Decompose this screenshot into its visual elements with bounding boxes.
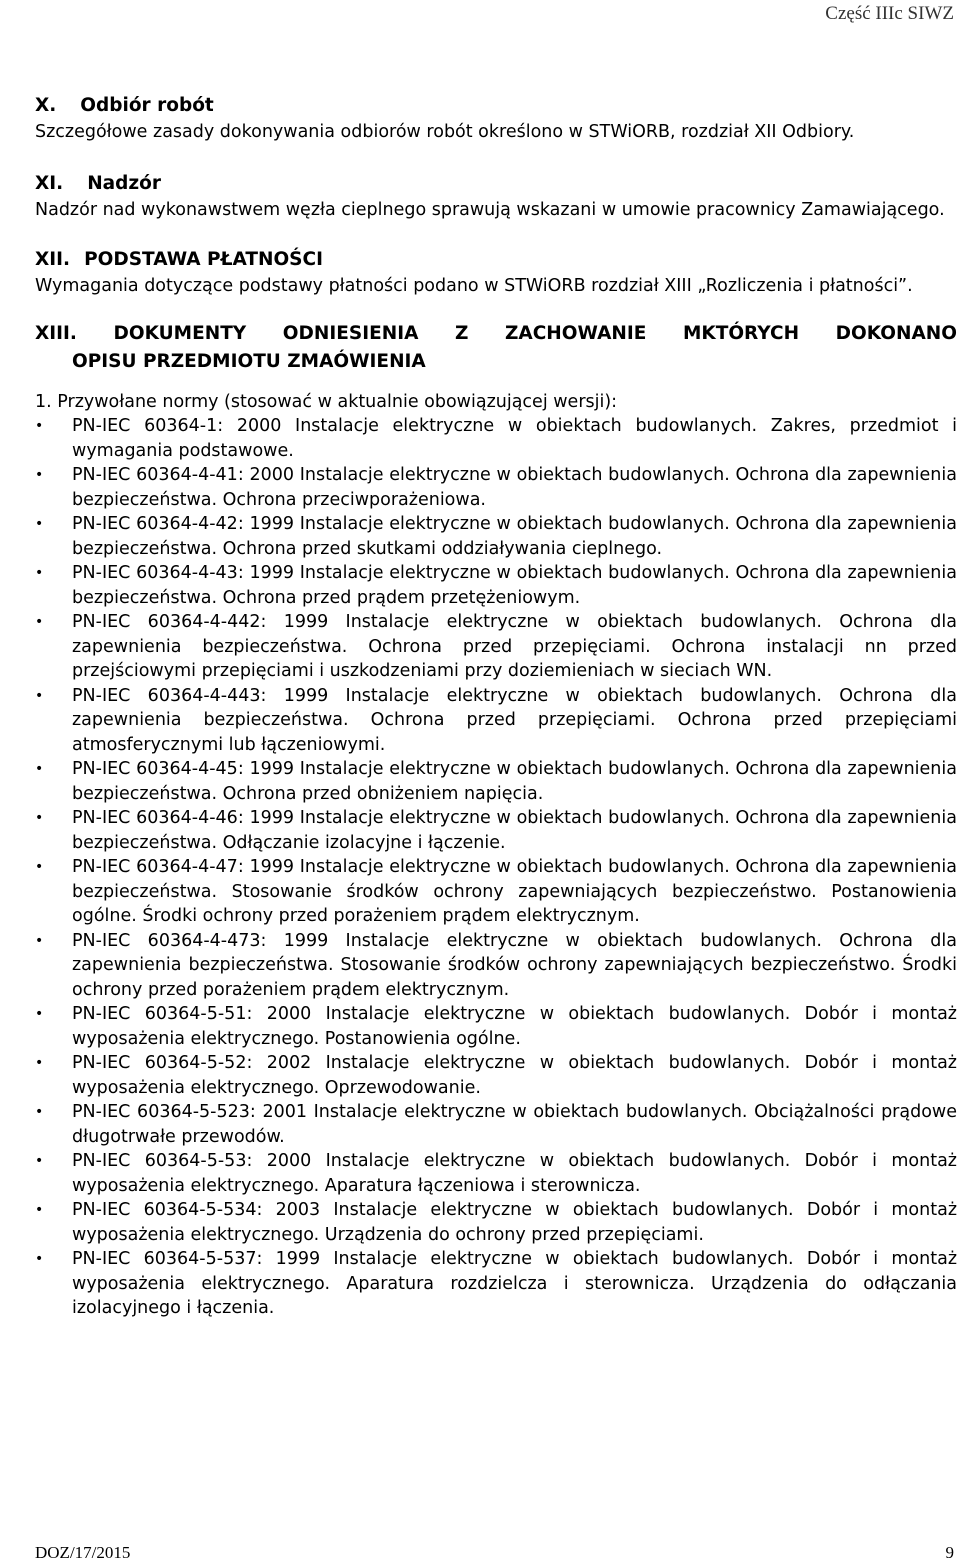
norm-text: PN-IEC 60364-1: 2000 Instalacje elektryczne w obiektach budowlanych. Zakres, przedmiot i wymagania podstawowe.	[72, 416, 957, 461]
norm-text: PN-IEC 60364-4-41: 2000 Instalacje elektryczne w obiektach budowlanych. Ochrona dla zapewnienia bezpieczeństwa. Ochrona przeciwporażeniowa.	[72, 465, 957, 510]
section-heading	[35, 170, 957, 198]
norm-list-item	[35, 929, 957, 1003]
norm-list-item	[35, 1002, 957, 1051]
section-platnosci	[35, 246, 957, 299]
norm-text: PN-IEC 60364-4-473: 1999 Instalacje elektryczne w obiektach budowlanych. Ochrona dla zapewnienia bezpieczeństwa. Stosowanie środków ochrony zapewniających bezpieczeństwo. Środki ochrony przed porażeniem prądem elektrycznym.	[72, 930, 957, 1000]
norm-list-item	[35, 414, 957, 463]
norm-list-item	[35, 757, 957, 806]
norm-text: PN-IEC 60364-5-537: 1999 Instalacje elektryczne w obiektach budowlanych. Dobór i montaż wyposażenia elektrycznego. Aparatura rozdzielcza i sterownicza. Urządzenia do odłączania izolacyjnego i łączenia.	[72, 1249, 957, 1318]
norms-intro: 1. Przywołane normy (stosować w aktualnie obowiązującej wersji):	[35, 391, 618, 412]
bullet-icon: •	[35, 516, 44, 532]
bullet-icon: •	[35, 1153, 44, 1169]
norm-list-item	[35, 610, 957, 684]
norm-list-item	[35, 1100, 957, 1149]
section-paragraph: Szczegółowe zasady dokonywania odbiorów robót określono w STWiORB, rozdział XII Odbiory.	[35, 122, 855, 142]
norm-text: PN-IEC 60364-4-47: 1999 Instalacje elektryczne w obiektach budowlanych. Ochrona dla zapewnienia bezpieczeństwa. Stosowanie środków ochrony zapewniających bezpieczeństwo. Postanowienia ogólne. Środki ochrony przed porażeniem prądem elektrycznym.	[72, 857, 957, 926]
bullet-icon: •	[35, 1055, 44, 1071]
bullet-icon: •	[35, 1251, 44, 1267]
section-title: Nadzór	[87, 172, 161, 194]
norm-text: PN-IEC 60364-4-442: 1999 Instalacje elektryczne w obiektach budowlanych. Ochrona dla zapewnienia bezpieczeństwa. Ochrona przed przepięciami. Ochrona instalacji nn przed przejściowymi przepięciami i uszkodzeniami przy doziemieniach w sieciach WN.	[72, 612, 957, 681]
bullet-icon: •	[35, 859, 44, 875]
section-heading	[35, 92, 957, 120]
section-title: Odbiór robót	[80, 95, 214, 116]
section-paragraph: Nadzór nad wykonawstwem węzła cieplnego sprawują wskazani w umowie pracownicy Zamawiającego.	[35, 199, 945, 220]
section-nadzor	[35, 170, 957, 223]
bullet-icon: •	[35, 687, 44, 704]
norm-list-item	[35, 684, 957, 758]
norm-text: PN-IEC 60364-5-53: 2000 Instalacje elektryczne w obiektach budowlanych. Dobór i montaż wyposażenia elektrycznego. Aparatura łączeniowa i sterownicza.	[72, 1151, 957, 1196]
section-heading	[35, 246, 957, 274]
norm-list-item	[35, 1198, 957, 1247]
section-paragraph: Wymagania dotyczące podstawy płatności podano w STWiORB rozdział XIII „Rozliczenia i płatności”.	[35, 276, 913, 296]
section-dokumenty	[35, 320, 957, 376]
norm-text: PN-IEC 60364-4-43: 1999 Instalacje elektryczne w obiektach budowlanych. Ochrona dla zapewnienia bezpieczeństwa. Ochrona przed prądem przetężeniowym.	[72, 563, 957, 608]
norm-list-item	[35, 806, 957, 855]
bullet-icon: •	[35, 418, 44, 434]
section-number: XII.	[35, 249, 71, 270]
section-title-line2: OPISU PRZEDMIOTU ZMAÓWIENIA	[72, 350, 426, 372]
bullet-icon: •	[35, 932, 44, 949]
norm-list-item	[35, 1051, 957, 1100]
norm-text: PN-IEC 60364-4-443: 1999 Instalacje elektryczne w obiektach budowlanych. Ochrona dla zapewnienia bezpieczeństwa. Ochrona przed przepięciami. Ochrona przed przepięciami atmosferycznymi lub łączeniowymi.	[72, 685, 957, 755]
norm-text: PN-IEC 60364-5-52: 2002 Instalacje elektryczne w obiektach budowlanych. Dobór i montaż wyposażenia elektrycznego. Oprzewodowanie.	[72, 1053, 957, 1098]
norm-text: PN-IEC 60364-5-534: 2003 Instalacje elektryczne w obiektach budowlanych. Dobór i montaż wyposażenia elektrycznego. Urządzenia do ochrony przed przepięciami.	[72, 1200, 957, 1245]
section-number: X.	[35, 95, 57, 116]
norms-list	[35, 414, 957, 1321]
norm-text: PN-IEC 60364-4-46: 1999 Instalacje elektryczne w obiektach budowlanych. Ochrona dla zapewnienia bezpieczeństwa. Odłączanie izolacyjne i łączenie.	[72, 808, 957, 853]
norm-list-item	[35, 1247, 957, 1321]
footer-page-number: 9	[945, 1543, 954, 1562]
bullet-icon: •	[35, 761, 44, 777]
bullet-icon: •	[35, 467, 44, 483]
norm-list-item	[35, 1149, 957, 1198]
norm-text: PN-IEC 60364-4-45: 1999 Instalacje elektryczne w obiektach budowlanych. Ochrona dla zapewnienia bezpieczeństwa. Ochrona przed obniżeniem napięcia.	[72, 759, 957, 804]
norm-text: PN-IEC 60364-4-42: 1999 Instalacje elektryczne w obiektach budowlanych. Ochrona dla zapewnienia bezpieczeństwa. Ochrona przed skutkami oddziaływania cieplnego.	[72, 514, 957, 559]
section-odbior	[35, 92, 957, 145]
norm-text: PN-IEC 60364-5-51: 2000 Instalacje elektryczne w obiektach budowlanych. Dobór i montaż wyposażenia elektrycznego. Postanowienia ogólne.	[72, 1004, 957, 1049]
bullet-icon: •	[35, 565, 44, 581]
norm-text: PN-IEC 60364-5-523: 2001 Instalacje elektryczne w obiektach budowlanych. Obciążalności prądowe długotrwałe przewodów.	[72, 1102, 957, 1147]
bullet-icon: •	[35, 1006, 44, 1022]
section-number: XI.	[35, 172, 64, 194]
page-header: Część IIIc SIWZ	[825, 3, 954, 24]
section-number: XIII.	[35, 322, 77, 344]
bullet-icon: •	[35, 1202, 44, 1218]
bullet-icon: •	[35, 614, 44, 630]
norm-list-item	[35, 463, 957, 512]
section-title: PODSTAWA PŁATNOŚCI	[84, 249, 323, 270]
section-title-line1: DOKUMENTY ODNIESIENIA Z ZACHOWANIE MKTÓRYCH DOKONANO	[113, 322, 957, 344]
norms-list-block	[35, 390, 957, 1321]
norm-list-item	[35, 561, 957, 610]
document-body	[35, 92, 957, 1321]
bullet-icon: •	[35, 1104, 44, 1120]
footer-doc-number: DOZ/17/2015	[35, 1543, 131, 1562]
bullet-icon: •	[35, 810, 44, 826]
norm-list-item	[35, 512, 957, 561]
norm-list-item	[35, 855, 957, 929]
section-heading	[35, 320, 957, 348]
